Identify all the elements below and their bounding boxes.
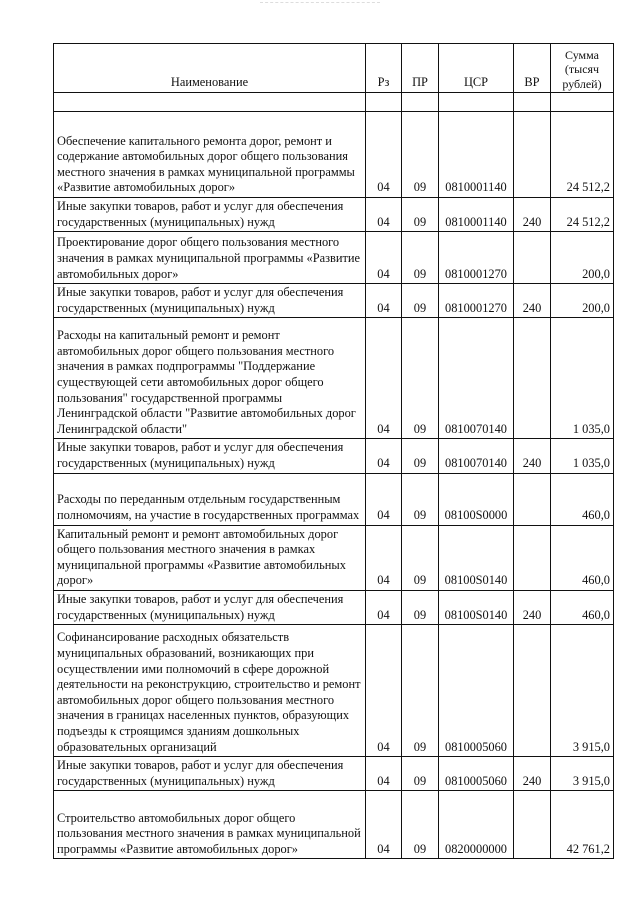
row-name: Расходы на капитальный ремонт и ремонт автомобильных дорог общего пользования местного значения в рамках подпрограммы "Поддержание существующей сети автомобильных дорог общего пользования" государственной программы Ленинградской области "Развитие автомобильных дорог Ленинградской области" bbox=[54, 318, 366, 439]
row-rz: 04 bbox=[366, 232, 402, 284]
row-name: Капитальный ремонт и ремонт автомобильных дорог общего пользования местного значения в рамках муниципальной программы «Развитие автомобильных дорог» bbox=[54, 525, 366, 590]
row-name: Иные закупки товаров, работ и услуг для обеспечения государственных (муниципальных) нужд bbox=[54, 284, 366, 318]
row-csr: 0810005060 bbox=[439, 625, 514, 757]
row-rz: 04 bbox=[366, 625, 402, 757]
budget-table bbox=[53, 43, 614, 859]
row-pr: 09 bbox=[402, 525, 439, 590]
table-row bbox=[54, 112, 614, 198]
row-rz: 04 bbox=[366, 473, 402, 525]
row-rz: 04 bbox=[366, 284, 402, 318]
row-csr: 08100S0000 bbox=[439, 473, 514, 525]
row-sum: 460,0 bbox=[551, 473, 614, 525]
row-csr: 0810001140 bbox=[439, 112, 514, 198]
spacer-row bbox=[54, 93, 614, 112]
row-pr: 09 bbox=[402, 757, 439, 791]
header-csr: ЦСР bbox=[439, 44, 514, 93]
row-csr: 08100S0140 bbox=[439, 590, 514, 624]
table-row bbox=[54, 284, 614, 318]
row-rz: 04 bbox=[366, 439, 402, 473]
row-csr: 0810005060 bbox=[439, 757, 514, 791]
scan-artifact bbox=[260, 2, 380, 4]
row-rz: 04 bbox=[366, 318, 402, 439]
row-sum: 1 035,0 bbox=[551, 318, 614, 439]
row-pr: 09 bbox=[402, 590, 439, 624]
row-pr: 09 bbox=[402, 439, 439, 473]
row-sum: 460,0 bbox=[551, 525, 614, 590]
row-pr: 09 bbox=[402, 112, 439, 198]
row-sum: 3 915,0 bbox=[551, 625, 614, 757]
row-name: Проектирование дорог общего пользования местного значения в рамках муниципальной программы «Развитие автомобильных дорог» bbox=[54, 232, 366, 284]
table-row bbox=[54, 318, 614, 439]
header-sum-line2: (тысяч bbox=[564, 62, 600, 76]
header-name: Наименование bbox=[54, 44, 366, 93]
row-vr: 240 bbox=[514, 198, 551, 232]
row-rz: 04 bbox=[366, 791, 402, 859]
row-pr: 09 bbox=[402, 318, 439, 439]
header-sum bbox=[551, 44, 614, 93]
row-rz: 04 bbox=[366, 590, 402, 624]
table-header-row bbox=[54, 44, 614, 93]
row-rz: 04 bbox=[366, 757, 402, 791]
row-name: Софинансирование расходных обязательств муниципальных образований, возникающих при осуществлении ими полномочий в сфере дорожной деятельности на реконструкцию, строительство и ремонт автомобильных дорог общего пользования местного значения в границах населенных пунктов, образующих подъезды к строящимся зданиям дошкольных образовательных организаций bbox=[54, 625, 366, 757]
row-csr: 0810070140 bbox=[439, 439, 514, 473]
row-rz: 04 bbox=[366, 198, 402, 232]
table-row bbox=[54, 590, 614, 624]
row-csr: 0810001270 bbox=[439, 284, 514, 318]
table-row bbox=[54, 625, 614, 757]
row-pr: 09 bbox=[402, 284, 439, 318]
row-name: Строительство автомобильных дорог общего пользования местного значения в рамках муниципальной программы «Развитие автомобильных дорог» bbox=[54, 791, 366, 859]
table-row bbox=[54, 791, 614, 859]
row-vr bbox=[514, 791, 551, 859]
row-name: Иные закупки товаров, работ и услуг для обеспечения государственных (муниципальных) нужд bbox=[54, 198, 366, 232]
row-rz: 04 bbox=[366, 525, 402, 590]
row-csr: 08100S0140 bbox=[439, 525, 514, 590]
row-name: Иные закупки товаров, работ и услуг для обеспечения государственных (муниципальных) нужд bbox=[54, 757, 366, 791]
table-row bbox=[54, 232, 614, 284]
row-sum: 42 761,2 bbox=[551, 791, 614, 859]
row-name: Обеспечение капитального ремонта дорог, ремонт и содержание автомобильных дорог общего пользования местного значения в рамках муниципальной программы «Развитие автомобильных дорог» bbox=[54, 112, 366, 198]
table-row bbox=[54, 525, 614, 590]
row-csr: 0820000000 bbox=[439, 791, 514, 859]
row-vr bbox=[514, 473, 551, 525]
row-csr: 0810070140 bbox=[439, 318, 514, 439]
row-sum: 24 512,2 bbox=[551, 198, 614, 232]
table-body bbox=[54, 93, 614, 859]
row-pr: 09 bbox=[402, 198, 439, 232]
header-sum-line1: Сумма bbox=[565, 47, 599, 62]
header-pr: ПР bbox=[402, 44, 439, 93]
row-sum: 3 915,0 bbox=[551, 757, 614, 791]
row-rz: 04 bbox=[366, 112, 402, 198]
table-row bbox=[54, 473, 614, 525]
row-pr: 09 bbox=[402, 232, 439, 284]
row-csr: 0810001270 bbox=[439, 232, 514, 284]
row-name: Иные закупки товаров, работ и услуг для обеспечения государственных (муниципальных) нужд bbox=[54, 439, 366, 473]
row-sum: 460,0 bbox=[551, 590, 614, 624]
row-vr bbox=[514, 112, 551, 198]
row-sum: 24 512,2 bbox=[551, 112, 614, 198]
row-vr bbox=[514, 318, 551, 439]
row-csr: 0810001140 bbox=[439, 198, 514, 232]
row-vr: 240 bbox=[514, 757, 551, 791]
row-vr bbox=[514, 232, 551, 284]
table-row bbox=[54, 439, 614, 473]
row-vr: 240 bbox=[514, 439, 551, 473]
row-name: Иные закупки товаров, работ и услуг для обеспечения государственных (муниципальных) нужд bbox=[54, 590, 366, 624]
header-rz: Рз bbox=[366, 44, 402, 93]
header-vr: ВР bbox=[514, 44, 551, 93]
row-pr: 09 bbox=[402, 625, 439, 757]
row-vr: 240 bbox=[514, 590, 551, 624]
row-vr: 240 bbox=[514, 284, 551, 318]
row-name: Расходы по переданным отдельным государственным полномочиям, на участие в государственных программах bbox=[54, 473, 366, 525]
header-sum-line3: рублей) bbox=[562, 76, 602, 91]
row-vr bbox=[514, 625, 551, 757]
row-sum: 200,0 bbox=[551, 232, 614, 284]
table-row bbox=[54, 198, 614, 232]
row-sum: 200,0 bbox=[551, 284, 614, 318]
table-row bbox=[54, 757, 614, 791]
row-pr: 09 bbox=[402, 791, 439, 859]
row-vr bbox=[514, 525, 551, 590]
row-pr: 09 bbox=[402, 473, 439, 525]
row-sum: 1 035,0 bbox=[551, 439, 614, 473]
